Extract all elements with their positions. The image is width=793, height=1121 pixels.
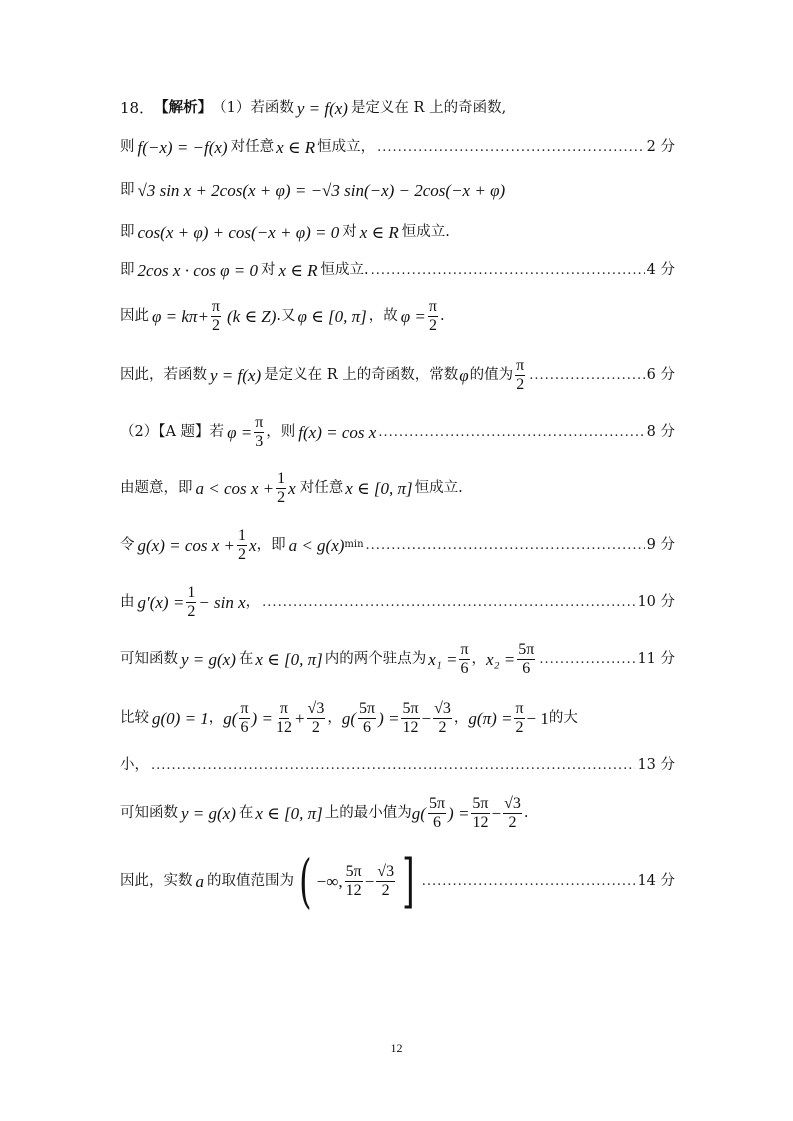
expanded-eq: √3 sin x + 2cos(x + φ) = −√3 sin(−x) − 2cos(−x + φ) (137, 181, 506, 200)
score-points: 13 分 (637, 757, 675, 773)
analysis-label: 【解析】 (154, 99, 213, 117)
line-10: 令 g(x) = cos x + $\frac{1}{2}$ x ，即 a < g(x) min ..... 9 分 (120, 527, 675, 564)
right-bracket: ] (402, 847, 415, 915)
score-points: 10 分 (637, 594, 675, 611)
score-points: 6 分 (646, 367, 675, 384)
fraction: $\frac{\pi}{12}$ (275, 700, 292, 736)
cos-sum-eq: cos(x + φ) + cos(−x + φ) = 0 (137, 223, 340, 242)
fraction: $\frac{√3}{2}$ (377, 862, 395, 899)
fraction: $\frac{√3}{2}$ (504, 795, 521, 831)
page-number: 12 (390, 1041, 403, 1055)
line-9: 由题意，即 a < cos x + $\frac{1}{2}$ x 对任意 x ∈ [0, π] 恒成立. (120, 470, 463, 506)
leader-dots (366, 539, 645, 552)
leader-dots (377, 141, 645, 154)
fraction: $\frac{5\pi}{12}$ (472, 795, 489, 831)
line-13: 比较 g(0) = 1 ， g( $\frac{\pi}{6}$ ) = $\frac{\pi}{12}$ + $\frac{√3}{2}$ ， g( $\frac{5\pi}{6}$ ) = $\frac{5\pi}{12}$ − $\frac{√3}{2}$ ， g(π) = $\frac{\pi}{2}$ − 1 的大 (120, 700, 578, 736)
fraction: $\frac{5\pi}{12}$ (402, 700, 419, 736)
fraction: $\frac{5\pi}{6}$ (428, 795, 446, 831)
fraction: $\frac{\pi}{2}$ (428, 298, 437, 334)
fraction: $\frac{5\pi}{6}$ (518, 641, 535, 677)
score-points: 8 分 (646, 424, 675, 441)
fraction: $\frac{\pi}{3}$ (255, 414, 264, 450)
score-points: 11 分 (637, 651, 675, 668)
fraction: $\frac{\pi}{2}$ (516, 357, 525, 393)
leader-dots (262, 596, 635, 609)
fraction: $\frac{1}{2}$ (238, 527, 247, 563)
fraction: $\frac{√3}{2}$ (307, 700, 325, 736)
product-eq: 2cos x · cos φ = 0 (137, 261, 258, 280)
line-6: 因此 φ = kπ+ $\frac{\pi}{2}$ (k ∈ Z) .又 φ ∈ [0, π] ，故 φ = $\frac{\pi}{2}$ . (120, 298, 445, 334)
leader-dots (529, 369, 644, 382)
fraction: $\frac{\pi}{6}$ (240, 700, 249, 736)
question-number: 18． (120, 99, 155, 117)
fraction: $\frac{\pi}{6}$ (460, 641, 469, 677)
leader-dots (422, 875, 636, 888)
fraction: $\frac{1}{2}$ (277, 470, 286, 506)
score-points: 2 分 (646, 139, 675, 156)
fraction: $\frac{√3}{2}$ (434, 700, 451, 736)
fraction: $\frac{5\pi}{12}$ (345, 862, 362, 899)
line-2: 则 f(−x) = −f(x) 对任意 x ∈ R 恒成立， ..... 2 分 (120, 139, 675, 156)
leader-dots (378, 426, 644, 439)
line-11: 由 g′(x) = $\frac{1}{2}$ − sin x ， ..... 10 分 (120, 584, 675, 621)
line-16: 因此，实数 a 的取值范围为 ( −∞, $\frac{5\pi}{12}$ − $\frac{√3}{2}$ ] ..... 14 分 (120, 858, 675, 904)
leader-dots (371, 264, 645, 277)
score-points: 14 分 (637, 872, 675, 889)
line-5: 即 2cos x · cos φ = 0 对 x ∈ R 恒成立. ..... 4 分 (120, 262, 675, 279)
fraction: $\frac{1}{2}$ (187, 584, 196, 620)
score-points: 9 分 (646, 537, 675, 554)
line-15: 可知函数 y = g(x) 在 x ∈ [0, π] 上的最小值为 g( $\frac{5\pi}{6}$ ) = $\frac{5\pi}{12}$ − $\frac{√3}{2}$ . (120, 795, 529, 831)
leader-dots (151, 759, 635, 772)
line-12: 可知函数 y = g(x) 在 x ∈ [0, π] 内的两个驻点为 x₁ = $\frac{\pi}{6}$ ， x₂ = $\frac{5\pi}{6}$ ..... 11 分 (120, 641, 675, 678)
odd-function-eq: f(−x) = −f(x) (137, 138, 228, 157)
left-paren: ( (299, 847, 312, 915)
line-14: 小， ..... 13 分 (120, 758, 675, 773)
score-points: 4 分 (646, 262, 675, 279)
fraction: $\frac{5\pi}{6}$ (358, 700, 376, 736)
line-7: 因此，若函数 y = f(x) 是定义在 R 上的奇函数，常数 φ 的值为 $\frac{\pi}{2}$ ..... 6 分 (120, 357, 675, 394)
fraction: $\frac{\pi}{2}$ (515, 700, 524, 736)
line-3: 即 √3 sin x + 2cos(x + φ) = −√3 sin(−x) − 2cos(−x + φ) (120, 181, 506, 200)
line-4: 即 cos(x + φ) + cos(−x + φ) = 0 对 x ∈ R 恒成立. (120, 223, 450, 242)
function-def: y = f(x) (296, 99, 348, 118)
line-8: （2）【A 题】若 φ = $\frac{\pi}{3}$ ，则 f(x) = cos x ..... 8 分 (120, 414, 675, 451)
leader-dots (539, 653, 635, 666)
line-1: 18． 【解析】 （1）若函数 y = f(x) 是定义在 R 上的奇函数, (120, 99, 507, 118)
fraction: $\frac{\pi}{2}$ (211, 298, 220, 334)
